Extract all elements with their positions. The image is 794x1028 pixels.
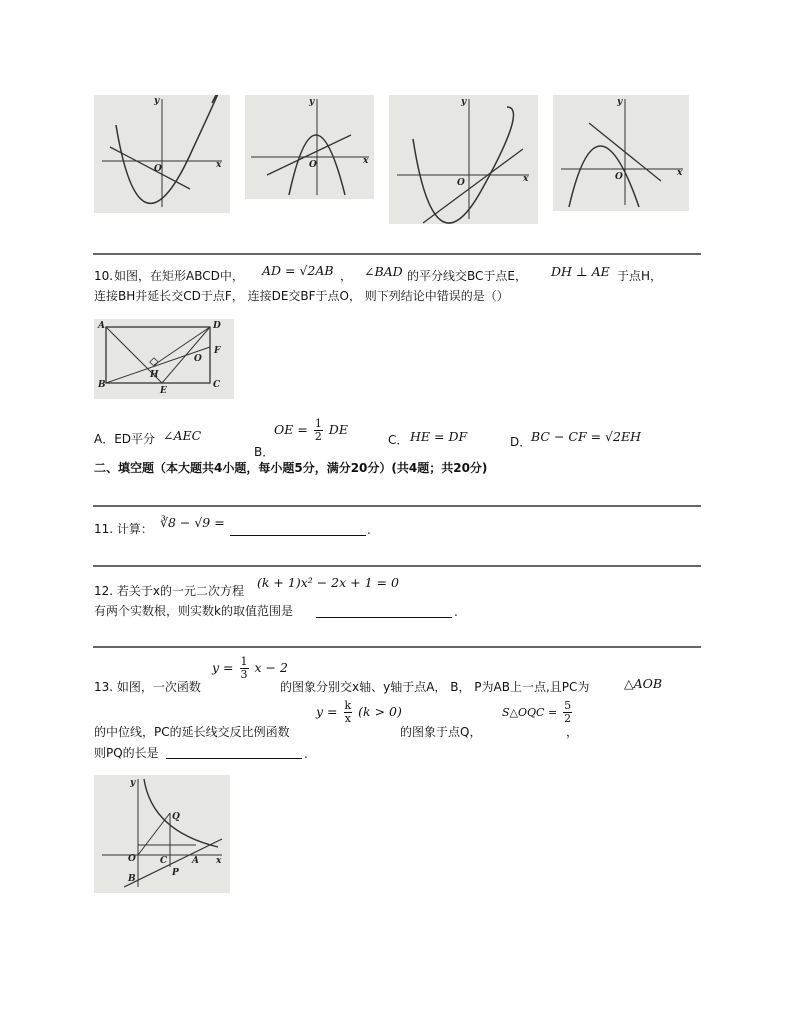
q13-math-2: △AOB xyxy=(624,676,663,691)
graph-figure-3 xyxy=(389,95,538,224)
q13-math-4-num: 5 xyxy=(564,699,572,712)
q13-label-C: C xyxy=(160,856,168,866)
q12-math: (k + 1)x² − 2x + 1 = 0 xyxy=(257,575,399,590)
q10-option-b-num: 1 xyxy=(314,417,322,430)
graph-3-y-label: y xyxy=(461,97,467,107)
graph-1-origin: O xyxy=(154,164,162,174)
q13-math-3 xyxy=(316,700,402,725)
graph-figure-1 xyxy=(94,95,230,213)
q10-rectangle-figure xyxy=(94,319,234,399)
q10-option-b-frac xyxy=(314,418,323,443)
divider-q11 xyxy=(93,505,701,507)
q10-option-c-prefix: C． xyxy=(388,433,409,447)
graph-4-origin: O xyxy=(615,172,623,182)
q13-text-b: 的图象分别交x轴、y轴于点A， B， P为AB上一点,且PC为 xyxy=(280,680,590,694)
q11-math: ∛8 − √9 = xyxy=(160,515,225,530)
q13-math-1-frac xyxy=(240,656,249,681)
q13-math-4-left: S△OQC = xyxy=(502,706,558,719)
q10-line1-text-b: ， xyxy=(340,269,353,283)
q13-label-P: P xyxy=(172,868,179,878)
q10-option-a-prefix: A．ED平分 xyxy=(94,432,156,446)
graph-3-x-label: x xyxy=(523,174,529,184)
graph-2-origin: O xyxy=(309,160,317,170)
q10-option-a-math: ∠AEC xyxy=(163,428,202,443)
q10-number: 10. xyxy=(94,269,114,283)
q10-option-d-math: BC − CF = √2EH xyxy=(531,429,642,444)
q13-text-d: 的图象于点Q， xyxy=(400,725,482,739)
q13-math-3-num: k xyxy=(344,699,352,712)
q10-option-b-den: 2 xyxy=(314,430,322,443)
graph-2-y-label: y xyxy=(309,97,315,107)
q10-label-O: O xyxy=(194,354,202,364)
graph-2-x-label: x xyxy=(363,156,369,166)
q13-math-1-den: 3 xyxy=(240,668,248,681)
q10-option-b-prefix: B． xyxy=(254,445,275,459)
q10-label-E: E xyxy=(160,386,167,396)
q13-label-A: A xyxy=(192,856,199,866)
q13-text-a: 13. 如图，一次函数 xyxy=(94,680,201,694)
graph-figure-4 xyxy=(553,95,689,211)
divider-q13 xyxy=(93,646,701,648)
q13-math-4-frac xyxy=(563,700,572,725)
graph-4-svg xyxy=(553,95,689,211)
q13-math-4-den: 2 xyxy=(564,712,572,725)
q13-graph-svg xyxy=(94,775,230,893)
graph-3-origin: O xyxy=(457,178,465,188)
q10-label-C: C xyxy=(213,380,221,390)
q11-tail: . xyxy=(367,523,371,537)
q13-math-1 xyxy=(212,656,288,681)
q13-label-B: B xyxy=(128,874,136,884)
q10-option-b-left: OE = xyxy=(274,422,308,437)
q12-text-a: 12. 若关于x的一元二次方程 xyxy=(94,584,245,598)
q13-math-3-left: y = xyxy=(316,704,338,719)
q13-math-1-right: x − 2 xyxy=(254,660,288,675)
q11-text: 11. 计算： xyxy=(94,522,153,536)
q10-line2: 连接BH并延长交CD于点F， 连接DE交BF于点O， 则下列结论中错误的是（） xyxy=(94,289,509,303)
q10-line1-text-a: 如图，在矩形ABCD中， xyxy=(114,269,244,283)
q13-math-3-frac xyxy=(344,700,353,725)
q10-option-b-math xyxy=(274,418,348,443)
q13-label-y: y xyxy=(130,778,136,788)
q13-tail: . xyxy=(304,747,308,761)
graph-3-svg xyxy=(389,95,538,224)
q10-option-c-math: HE = DF xyxy=(410,429,468,444)
q13-math-1-left: y = xyxy=(212,660,234,675)
q13-graph-figure xyxy=(94,775,230,893)
q13-math-4 xyxy=(502,700,574,725)
q10-line1-text-c: 的平分线交BC于点E， xyxy=(407,269,527,283)
q13-text-e: ， xyxy=(566,725,579,739)
graph-figure-2 xyxy=(245,95,374,199)
q10-line1-math-2: ∠BAD xyxy=(364,264,403,279)
q13-math-3-right: (k > 0) xyxy=(358,704,402,719)
q10-label-H: H xyxy=(150,370,159,380)
graph-1-y-label: y xyxy=(154,96,160,106)
graph-1-x-label: x xyxy=(216,160,222,170)
q13-text-c: 的中位线，PC的延长线交反比例函数 xyxy=(94,725,290,739)
q13-text-f: 则PQ的长是 xyxy=(94,746,159,760)
graph-4-x-label: x xyxy=(677,168,683,178)
q13-label-x: x xyxy=(216,856,222,866)
divider-q12 xyxy=(93,565,701,567)
section-2-title: 二、填空题（本大题共4小题，每小题5分，满分20分）(共4题；共20分) xyxy=(94,461,488,475)
q10-label-A: A xyxy=(98,321,105,331)
q10-line1-text-d: 于点H， xyxy=(617,269,663,283)
q10-label-D: D xyxy=(213,321,221,331)
q10-figure-svg xyxy=(94,319,234,399)
q10-option-d-prefix: D． xyxy=(510,435,532,449)
divider-q10 xyxy=(93,253,701,255)
q11-answer-blank[interactable] xyxy=(230,535,366,536)
q12-answer-blank[interactable] xyxy=(316,617,452,618)
q10-label-B: B xyxy=(98,380,106,390)
q10-line1-math-1: AD = √2AB xyxy=(262,263,334,278)
graph-4-y-label: y xyxy=(617,97,623,107)
q10-line1-math-3: DH ⊥ AE xyxy=(551,264,610,279)
q13-label-Q: Q xyxy=(172,812,180,822)
q13-math-3-den: x xyxy=(344,712,351,725)
q12-tail: . xyxy=(454,605,458,619)
q13-answer-blank[interactable] xyxy=(166,758,302,759)
q10-option-b-right: DE xyxy=(328,422,348,437)
q10-label-F: F xyxy=(214,346,221,356)
graph-2-svg xyxy=(245,95,374,199)
q13-math-1-num: 1 xyxy=(240,655,248,668)
q12-text-b: 有两个实数根，则实数k的取值范围是 xyxy=(94,604,293,618)
graph-1-svg xyxy=(94,95,230,213)
q13-label-O: O xyxy=(128,854,136,864)
